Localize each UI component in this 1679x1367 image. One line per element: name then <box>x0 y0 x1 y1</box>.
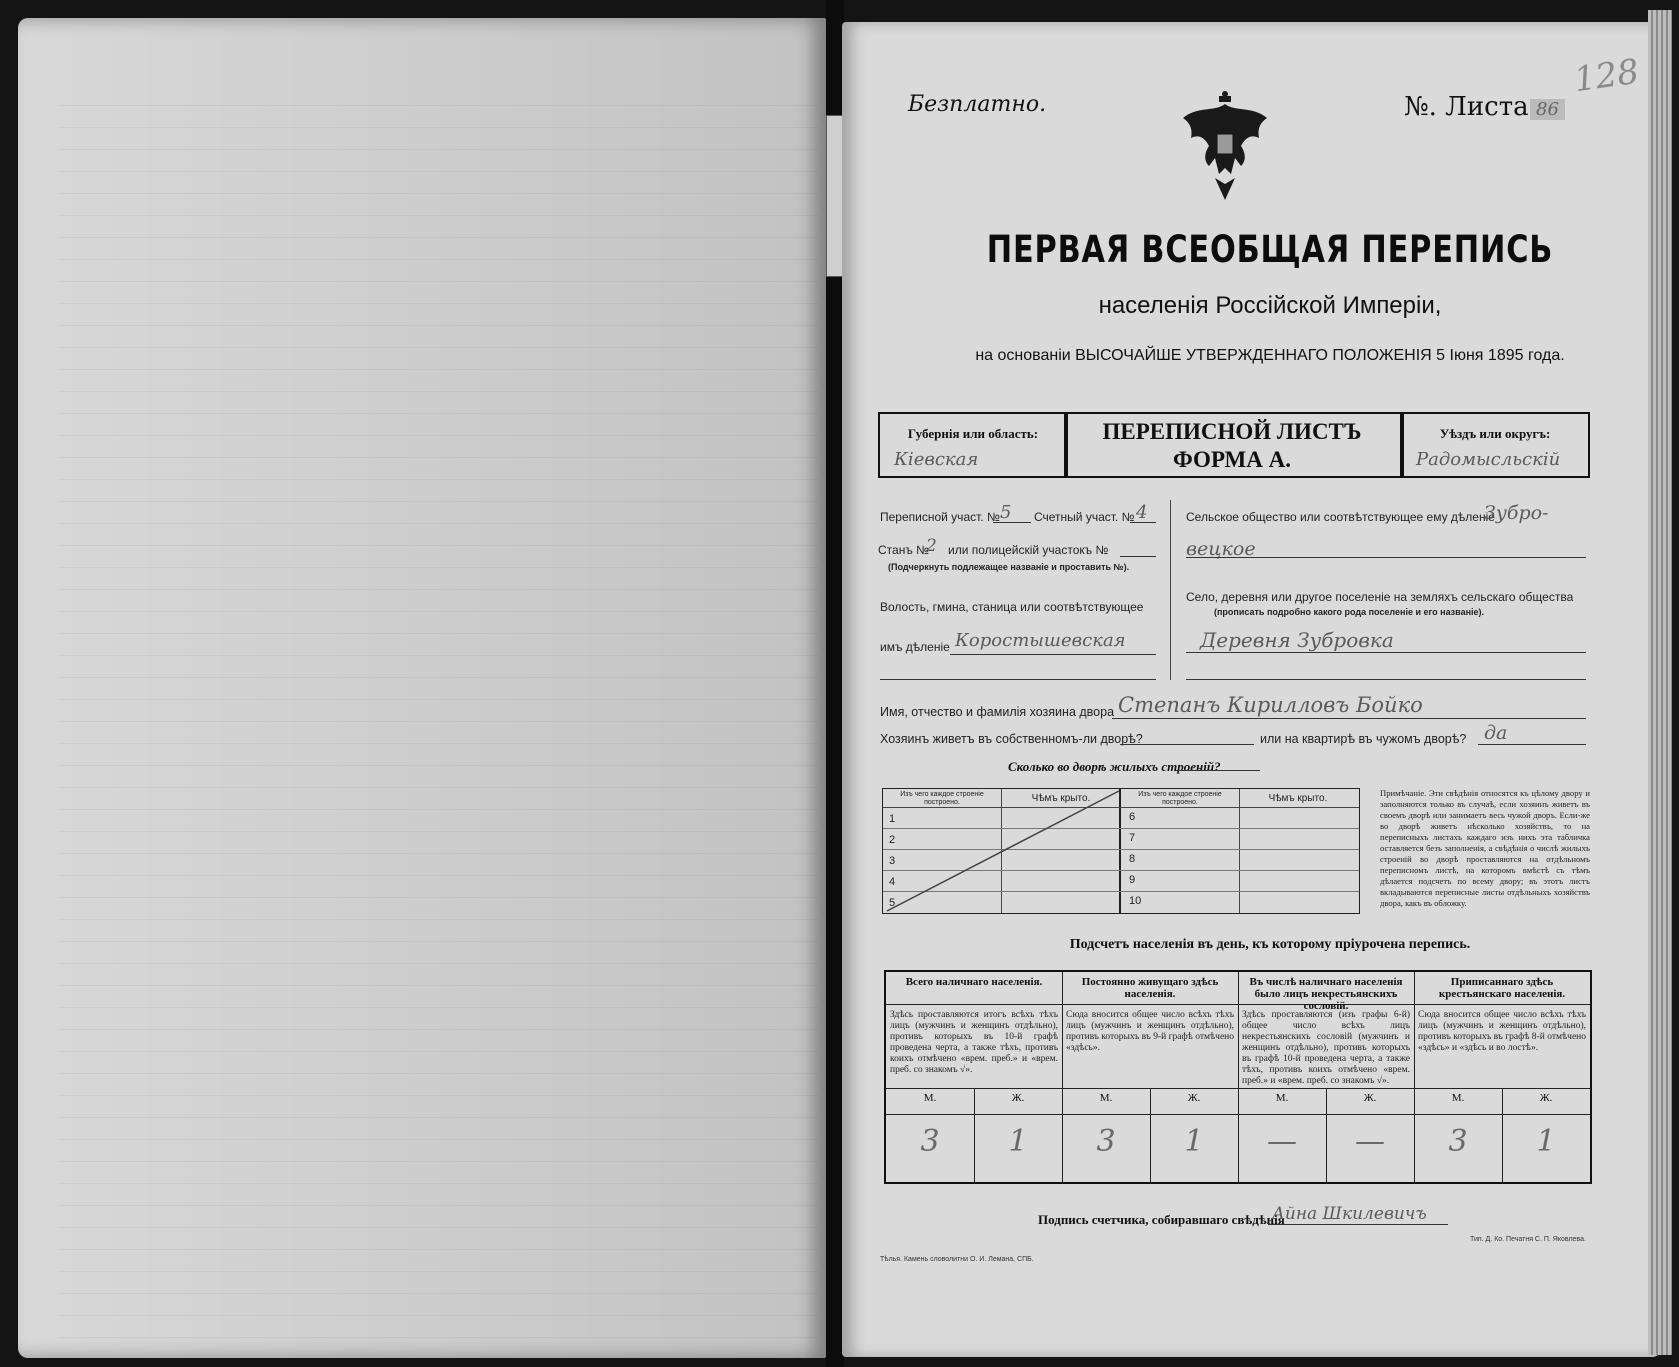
count-col-non-peasant-title: Въ числѣ наличнаго населенія было лицъ некрестьянскихъ сословій. <box>1249 976 1403 1012</box>
volost-label-line2: имъ дѣленіе <box>880 640 950 654</box>
left-page-ruled-grid <box>58 98 818 1338</box>
count-permanent-f-value: 1 <box>1184 1124 1204 1159</box>
population-count-heading: Подсчетъ населенія въ день, къ которому пріурочена перепись. <box>1069 937 1471 952</box>
count-col-permanent-title: Постоянно живущаго здѣсь населенія. <box>1081 976 1219 1000</box>
province-label: Губернія или область: <box>907 426 1039 441</box>
district-label: Уѣздъ или округъ: <box>1439 426 1551 441</box>
count-col-total-title: Всего наличнаго населенія. <box>905 976 1043 988</box>
count-col-permanent-desc: Сюда вносится общее число всѣхъ тѣхъ лицъ (мужчинъ и женщинъ отдѣльно), противъ которыхъ въ 9-й графѣ отмѣчено «здѣсь». <box>1066 1010 1234 1053</box>
count-permanent-m-label: М. <box>1099 1092 1113 1104</box>
count-precinct-value: 4 <box>1136 502 1148 523</box>
building-row-9: 9 <box>1129 874 1136 886</box>
census-precinct-label: Переписной участ. № <box>880 510 1000 524</box>
buildings-material-header-left: Изъ чего каждое строеніе построено. <box>900 791 984 806</box>
province-value: Кіевская <box>894 449 979 470</box>
province-box <box>878 412 1068 478</box>
buildings-count-label: Сколько во дворѣ жилыхъ строеній? <box>1008 759 1221 774</box>
stan-value: 2 <box>926 536 937 556</box>
district-box <box>1400 412 1590 478</box>
instruction-note: (Подчеркнуть подлежащее названіе и проставить №). <box>888 562 1130 572</box>
owner-name-label: Имя, отчество и фамилія хозяина двора <box>880 705 1115 719</box>
form-type-line-1: ПЕРЕПИСНОЙ ЛИСТЪ <box>1102 419 1362 444</box>
owner-name-value: Степанъ Кирилловъ Бойко <box>1118 693 1423 717</box>
society-value-1: Зубро- <box>1484 502 1549 524</box>
count-col-registered-title: Приписаннаго здѣсь крестьянскаго населенія. <box>1438 976 1566 1000</box>
building-row-5: 5 <box>889 897 896 909</box>
buildings-note: Примѣчаніе. Эти свѣдѣнія относятся къ цѣлому двору и заполняются только въ случаѣ, если хозяинъ живетъ въ своемъ дворѣ или занимаетъ весь чужой дворъ. Если-же во дворѣ живетъ нѣсколько хозяйствъ, то на переписныхъ листахъ каждаго изъ нихъ эта табличка оставляется безъ заполненія, а свѣдѣнія о числѣ жилыхъ строеній во дворѣ проставляются на отдѣльномъ переписномъ листѣ, на которомъ вмѣстѣ съ тѣмъ дѣлается подсчетъ по всему двору; въ этотъ листъ вкладываются переписные листы отдѣльныхъ хозяйствъ двора, какъ въ обложку. <box>1380 788 1590 908</box>
building-row-2: 2 <box>889 834 896 846</box>
stan-label: Станъ № <box>878 543 930 557</box>
count-col-total <box>886 972 1063 1182</box>
count-precinct-label: Счетный участ. № <box>1034 510 1135 524</box>
census-precinct-value: 5 <box>1000 502 1012 523</box>
count-registered-m-label: М. <box>1451 1092 1465 1104</box>
enumerator-signature-label: Подпись счетчика, собиравшаго свѣдѣнія <box>1038 1212 1285 1227</box>
left-page <box>18 18 826 1358</box>
village-label: Село, деревня или другое поселеніе на земляхъ сельскаго общества <box>1186 590 1574 604</box>
count-col-permanent <box>1062 972 1239 1182</box>
society-label: Сельское общество или соотвѣтствующее ему дѣленіе <box>1186 510 1495 524</box>
count-col-registered <box>1414 972 1590 1182</box>
count-total-f-value: 1 <box>1008 1124 1028 1159</box>
sheet-number-value: 86 <box>1530 99 1565 120</box>
count-registered-f-value: 1 <box>1536 1124 1556 1159</box>
buildings-underline <box>1176 770 1260 771</box>
rented-yard-underline <box>1478 744 1586 745</box>
count-registered-m-value: 3 <box>1448 1124 1468 1159</box>
imperial-eagle-emblem <box>1175 88 1275 208</box>
buildings-roof-header-right: Чѣмъ крыто. <box>1268 793 1328 804</box>
sheet-number-label: №. Листа <box>1404 92 1529 122</box>
owner-underline <box>1112 718 1586 719</box>
police-precinct-label: или полицейскій участокъ № <box>948 543 1109 557</box>
count-total-m-value: 3 <box>920 1124 940 1159</box>
signature-underline <box>1268 1224 1448 1225</box>
building-row-3: 3 <box>889 855 896 867</box>
count-permanent-m-value: 3 <box>1096 1124 1116 1159</box>
district-value: Радомысльскій <box>1416 449 1561 470</box>
count-registered-f-label: Ж. <box>1539 1092 1553 1104</box>
buildings-material-header-right: Изъ чего каждое строеніе построено. <box>1138 791 1222 806</box>
count-non-peasant-f-label: Ж. <box>1363 1092 1377 1104</box>
archive-page-number: 128 <box>1571 51 1642 101</box>
building-row-1: 1 <box>889 813 896 825</box>
count-col-non-peasant <box>1238 972 1415 1182</box>
count-non-peasant-f-value: — <box>1355 1124 1385 1159</box>
legal-basis-line: на основаніи ВЫСОЧАЙШЕ УТВЕРЖДЕННАГО ПОЛОЖЕНІЯ 5 Іюня 1895 года. <box>975 347 1565 364</box>
own-yard-underline <box>1120 744 1254 745</box>
count-total-f-label: Ж. <box>1011 1092 1025 1104</box>
building-row-4: 4 <box>889 876 896 888</box>
rented-yard-value: да <box>1484 722 1508 744</box>
building-row-6: 6 <box>1129 811 1136 823</box>
volost-underline <box>950 654 1156 655</box>
village-note: (прописать подробно какого рода поселеніе и его названіе). <box>1214 607 1485 617</box>
society-value-2: вецкое <box>1186 538 1256 560</box>
strike-through-line <box>883 789 1359 913</box>
printer-imprint-right: Тип. Д. Ко. Печатня С. П. Яковлева. <box>1470 1236 1586 1243</box>
location-divider <box>1170 500 1171 680</box>
page-edges <box>1648 10 1672 1355</box>
volost-value: Коростышевская <box>955 630 1126 651</box>
count-underline <box>1130 522 1156 523</box>
precinct-underline <box>993 522 1031 523</box>
free-of-charge-label: Безплатно. <box>908 92 1047 117</box>
count-permanent-f-label: Ж. <box>1187 1092 1201 1104</box>
buildings-table <box>882 788 1360 914</box>
form-title: ПЕРВАЯ ВСЕОБЩАЯ ПЕРЕПИСЬ <box>986 228 1554 271</box>
count-non-peasant-m-label: М. <box>1275 1092 1289 1104</box>
count-col-total-desc: Здѣсь проставляются итогъ всѣхъ тѣхъ лицъ (мужчинъ и женщинъ отдѣльно), противъ которыхъ въ 10-й графѣ проведена черта, а также тѣхъ, противъ коихъ отмѣчено «врем. преб.» и «врем. преб. со знакомъ √». <box>890 1010 1058 1075</box>
form-type-line-2: ФОРМА А. <box>1173 447 1291 472</box>
count-non-peasant-m-value: — <box>1267 1124 1297 1159</box>
population-count-table <box>884 970 1592 1184</box>
form-subtitle: населенія Россійской Имперіи, <box>1098 292 1442 319</box>
village-value: Деревня Зубровка <box>1200 628 1394 652</box>
building-row-10: 10 <box>1129 895 1142 907</box>
rented-yard-label: или на квартирѣ въ чужомъ дворѣ? <box>1260 732 1467 746</box>
building-row-8: 8 <box>1129 853 1136 865</box>
enumerator-signature: Айна Шкилевичъ <box>1272 1204 1427 1224</box>
police-underline <box>1120 556 1156 557</box>
village-underline <box>1186 652 1586 653</box>
printer-imprint-left: Тѣлья. Камень словолитни О. И. Лемана, СПБ. <box>880 1256 1034 1263</box>
count-col-non-peasant-desc: Здѣсь проставляются (изъ графы 6-й) общее число всѣхъ лицъ некрестьянскихъ сословій (мужчинъ и женщинъ отдѣльно), противъ которыхъ въ графѣ 10-й проведена черта, а также тѣхъ, противъ коихъ отмѣчено «врем. преб.» и «врем. преб. со знакомъ √». <box>1242 1010 1410 1086</box>
volost-label-line1: Волость, гмина, станица или соотвѣтствующее <box>880 600 1144 614</box>
own-yard-label: Хозяинъ живетъ въ собственномъ-ли дворѣ? <box>880 732 1143 746</box>
building-row-7: 7 <box>1129 832 1136 844</box>
left-block-bottom-line <box>880 679 1156 680</box>
right-block-bottom-line <box>1186 679 1586 680</box>
form-type-title <box>1064 418 1400 474</box>
count-total-m-label: М. <box>923 1092 937 1104</box>
count-col-registered-desc: Сюда вносится общее число всѣхъ тѣхъ лицъ (мужчинъ и женщинъ отдѣльно), противъ которыхъ въ графѣ 8-й отмѣчено «здѣсь» и «здѣсь и во лостѣ». <box>1418 1010 1586 1053</box>
society-underline <box>1186 557 1586 558</box>
buildings-roof-header-left: Чѣмъ крыто. <box>1031 793 1091 804</box>
